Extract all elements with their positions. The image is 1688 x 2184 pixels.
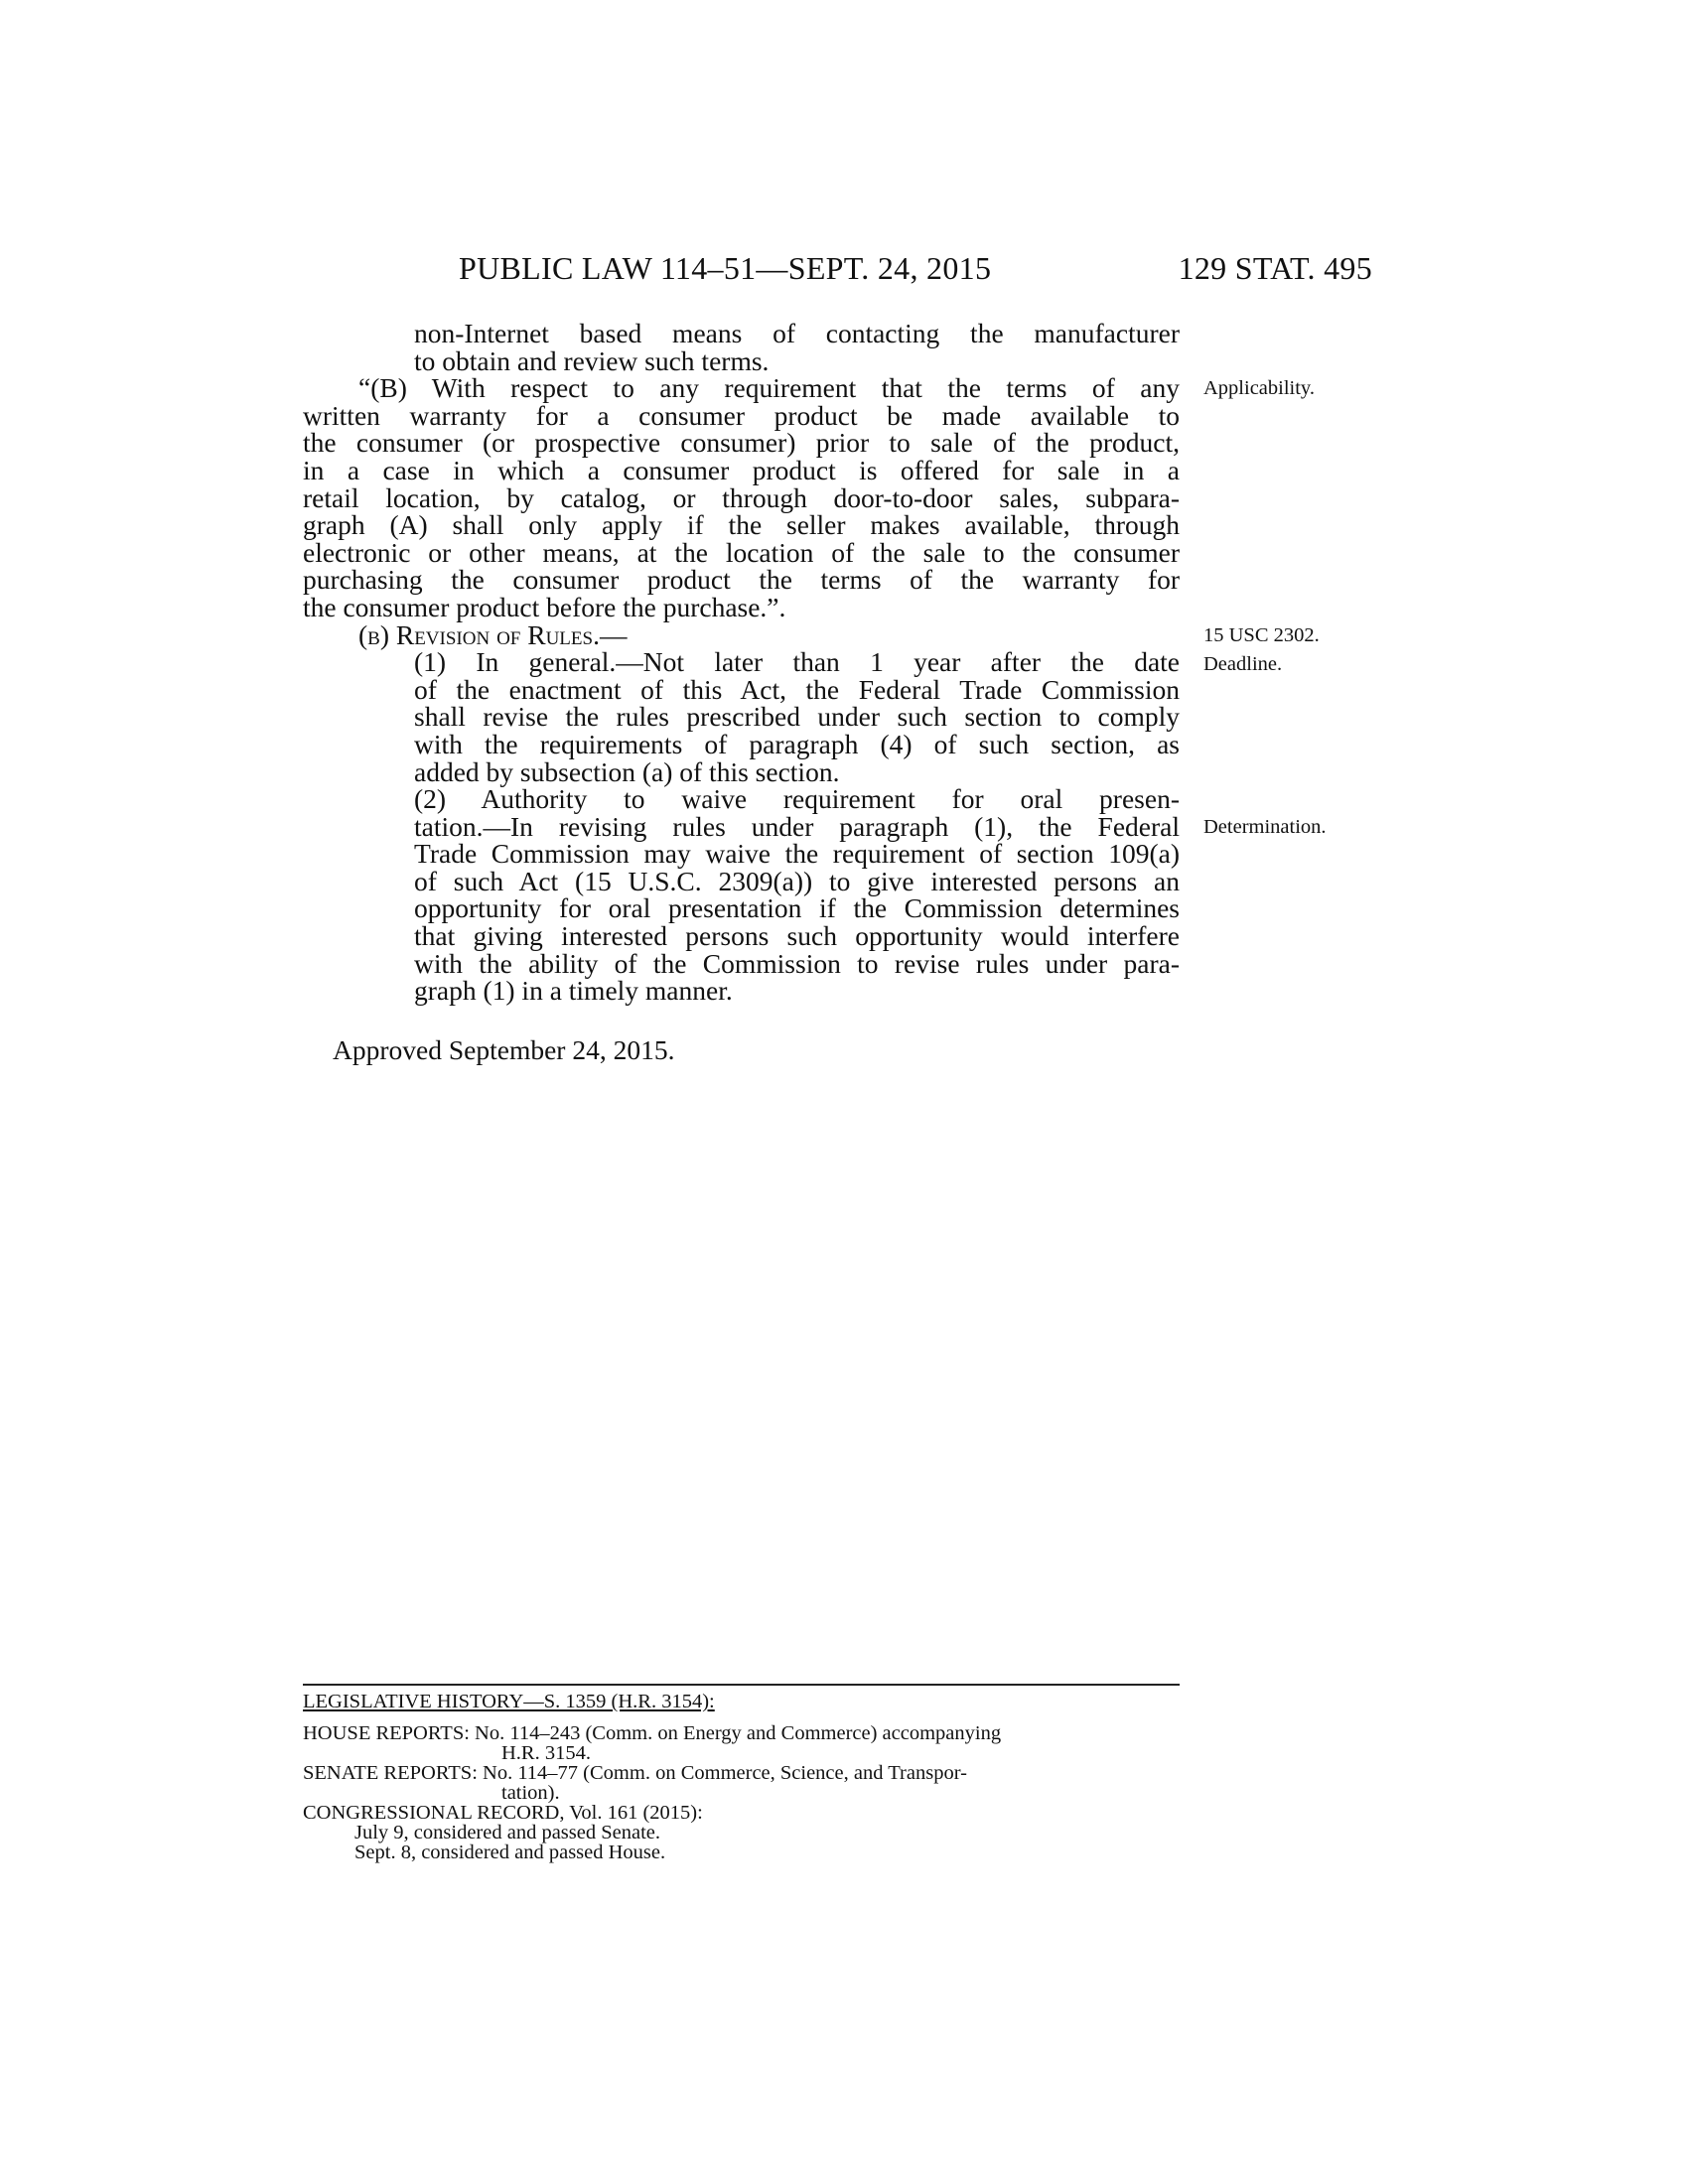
history-line: July 9, considered and passed Senate. [354, 1822, 660, 1843]
history-line: H.R. 3154. [501, 1742, 591, 1764]
body-line: “(B) With respect to any requirement that the terms of any [358, 372, 1180, 404]
body-line: of the enactment of this Act, the Federal Trade Commission [414, 673, 1180, 705]
body-line: (2) Authority to waive requirement for oral presen- [414, 783, 1180, 815]
body-line: of such Act (15 U.S.C. 2309(a)) to give interested persons an [414, 865, 1180, 896]
body-line: shall revise the rules prescribed under such section to comply [414, 701, 1180, 733]
statute-body [303, 320, 1180, 1005]
history-line: SENATE REPORTS: No. 114–77 (Comm. on Commerce, Science, and Transpor- [303, 1762, 967, 1784]
margin-note-deadline: Deadline. [1203, 653, 1283, 675]
history-line: Sept. 8, considered and passed House. [354, 1842, 666, 1863]
body-line: purchasing the consumer product the terms of the warranty for [303, 564, 1180, 596]
margin-note-determination: Determination. [1203, 816, 1327, 838]
history-line: HOUSE REPORTS: No. 114–243 (Comm. on Energy and Commerce) accompanying [303, 1722, 1002, 1744]
body-line: graph (A) shall only apply if the seller makes available, through [303, 509, 1180, 541]
margin-note-usc-citation: 15 USC 2302. [1203, 624, 1320, 646]
body-line: that giving interested persons such opportunity would interfere [414, 920, 1180, 952]
body-line: with the requirements of paragraph (4) of such section, as [414, 728, 1180, 759]
header-title: PUBLIC LAW 114–51—SEPT. 24, 2015 [459, 250, 992, 286]
body-line: opportunity for oral presentation if the Commission determines [414, 892, 1180, 924]
body-line: written warranty for a consumer product be made available to [303, 399, 1180, 431]
subsection-heading: (b) Revision of Rules.— [358, 618, 628, 650]
body-line: Trade Commission may waive the requirement of section 109(a) [414, 838, 1180, 870]
body-line: tation.—In revising rules under paragraph (1), the Federal [414, 810, 1180, 842]
body-line: graph (1) in a timely manner. [414, 975, 733, 1007]
body-line: added by subsection (a) of this section. [414, 755, 840, 787]
page-header [459, 250, 1372, 290]
body-line: retail location, by catalog, or through door-to-door sales, subpara- [303, 481, 1180, 513]
header-stat-page: 129 STAT. 495 [1178, 250, 1372, 286]
legislative-history [303, 1684, 1180, 1862]
body-line: the consumer product before the purchase.”. [303, 591, 786, 622]
body-line: non-Internet based means of contacting the manufacturer [414, 318, 1180, 348]
body-line: (1) In general.—Not later than 1 year after the date [414, 646, 1180, 678]
body-line: to obtain and review such terms. [414, 344, 770, 376]
history-divider [303, 1684, 1180, 1686]
history-line: CONGRESSIONAL RECORD, Vol. 161 (2015): [303, 1802, 703, 1824]
history-line: tation). [501, 1782, 560, 1804]
body-line: electronic or other means, at the location of the sale to the consumer [303, 536, 1180, 568]
margin-note-applicability: Applicability. [1203, 377, 1315, 399]
history-heading: LEGISLATIVE HISTORY—S. 1359 (H.R. 3154): [303, 1691, 715, 1712]
body-line: with the ability of the Commission to revise rules under para- [414, 947, 1180, 979]
body-line: in a case in which a consumer product is offered for sale in a [303, 454, 1180, 485]
approval-date: Approved September 24, 2015. [333, 1034, 675, 1065]
body-line: the consumer (or prospective consumer) prior to sale of the product, [303, 427, 1180, 459]
